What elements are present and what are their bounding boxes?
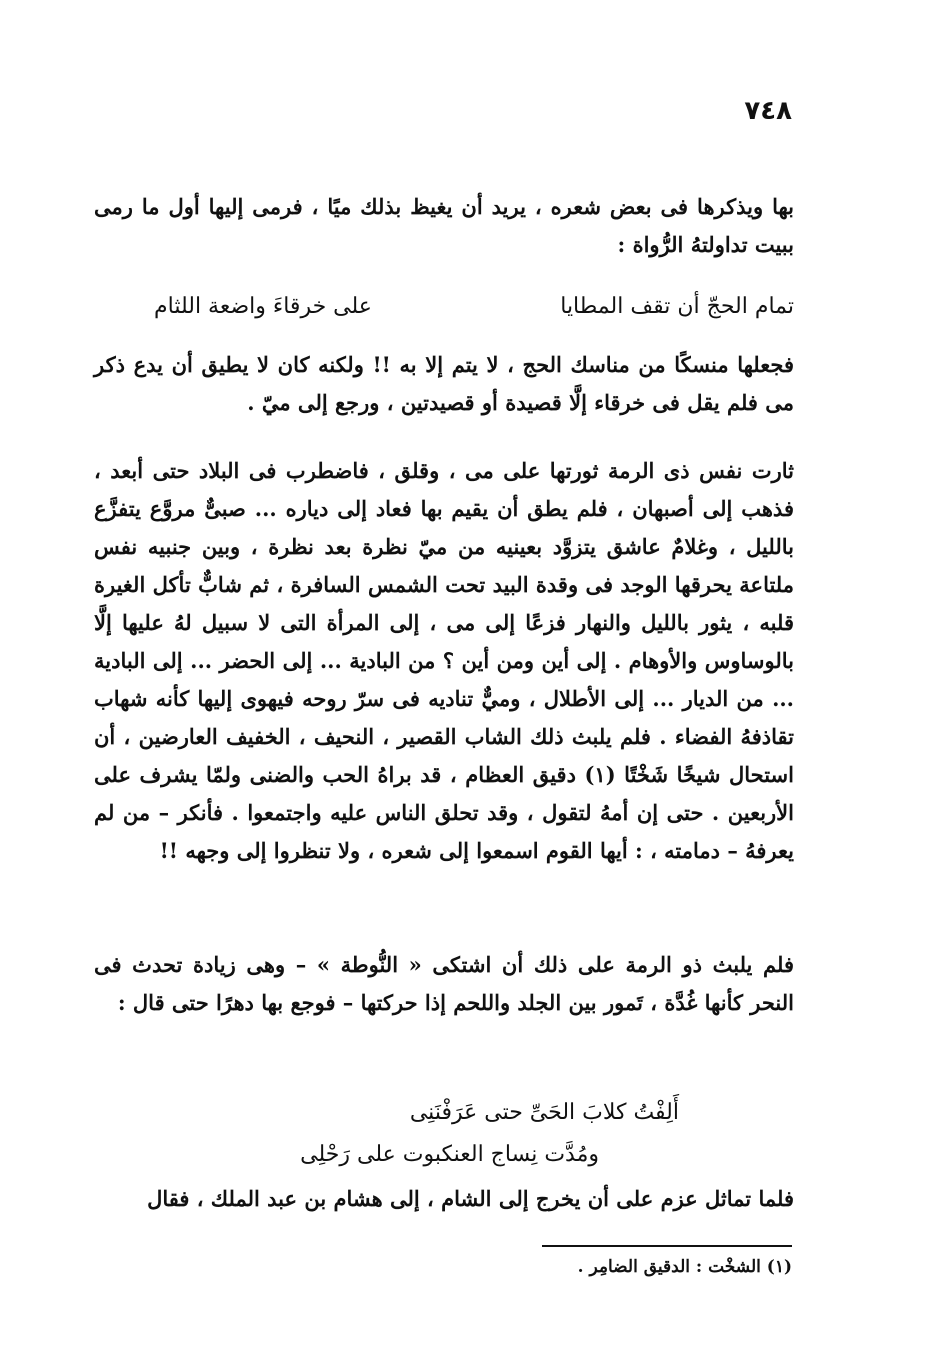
footnote: (١) الشخْت : الدقيق الضامِر . [577,1257,792,1277]
verse-1-left-hemistich: على خرقاءَ واضعة اللثام [154,294,372,319]
paragraph-3: ثارت نفس ذى الرمة ثورتها على مى ، وقلق ، فاضطرب فى البلاد حتى أبعد ، فذهب إلى أصبهان ، فلم يطق أن يقيم بها فعاد إلى دياره ... صبىٌّ مروَّع يتفزَّع بالليل ، وغلامٌ عاشق يتزوَّد بعينيه من ميّ نظرة بعد نظرة ، وبين جنبيه نفس ملتاعة يحرقها الوجد فى وقدة البيد تحت الشمس السافرة ، ثم شابٌّ تأكل الغيرة قلبه ، يثور بالليل والنهار فزعًا إلى مى ، إلى المرأة التى لا سبيل لهُ عليها إلَّا بالوساوس والأوهام . إلى أين ومن أين ؟ من البادية ... إلى الحضر ... إلى البادية ... من الديار ... إلى الأطلال ، وميٌّ تناديه فى سرّ روحه فيهوى إليها كأنه شهاب تقاذفهُ الفضاء . فلم يلبث ذلك الشاب القصير ، النحيف ، الخفيف العارضين ، أن استحال شيخًا شَخْتًا (١) دقيق العظام ، قد براهُ الحب والضنى ولمّا يشرف على الأربعين . حتى إن أمهُ لتقول ، وقد تحلق الناس عليه واجتمعوا . فأنكر – من لم يعرفهُ – دمامته ، : أيها القوم اسمعوا إلى شعره ، ولا تنظروا إلى وجهه !! [94,458,794,863]
verse-1-right-hemistich: تمام الحجّ أن تقف المطايا [560,294,794,319]
verse-2-line-2: ومُدَّت نِساج العنكبوت على رَحْلِى [300,1142,599,1167]
verse-1 [154,288,794,326]
verse-2-line-1: أَلِفْتُ كلابَ الحَىِّ حتى عَرَفْنَنِى [409,1100,679,1125]
footnote-divider [542,1245,792,1247]
page-number: ٧٤٨ [744,96,792,126]
paragraph-4: فلم يلبث ذو الرمة على ذلك أن اشتكى « النُّوطة » – وهى زيادة تحدث فى النحر كأنها غُدَّة ، تَمور بين الجلد واللحم إذا حركتها – فوجع بها دهرًا حتى قال : [94,952,794,1015]
verse-2 [94,1092,794,1176]
paragraph-1: بها ويذكرها فى بعض شعره ، يريد أن يغيظ بذلك ميًا ، فرمى إليها أول ما رمى ببيت تداولتهُ الرُّواة : [94,194,794,257]
paragraph-5: فلما تماثل عزم على أن يخرج إلى الشام ، إلى هشام بن عبد الملك ، فقال [147,1186,794,1211]
paragraph-2: فجعلها منسكًا من مناسك الحج ، لا يتم إلا به !! ولكنه كان لا يطيق أن يدع ذكر مى فلم يقل فى خرقاء إلَّا قصيدة أو قصيدتين ، ورجع إلى ميّ . [94,352,794,415]
